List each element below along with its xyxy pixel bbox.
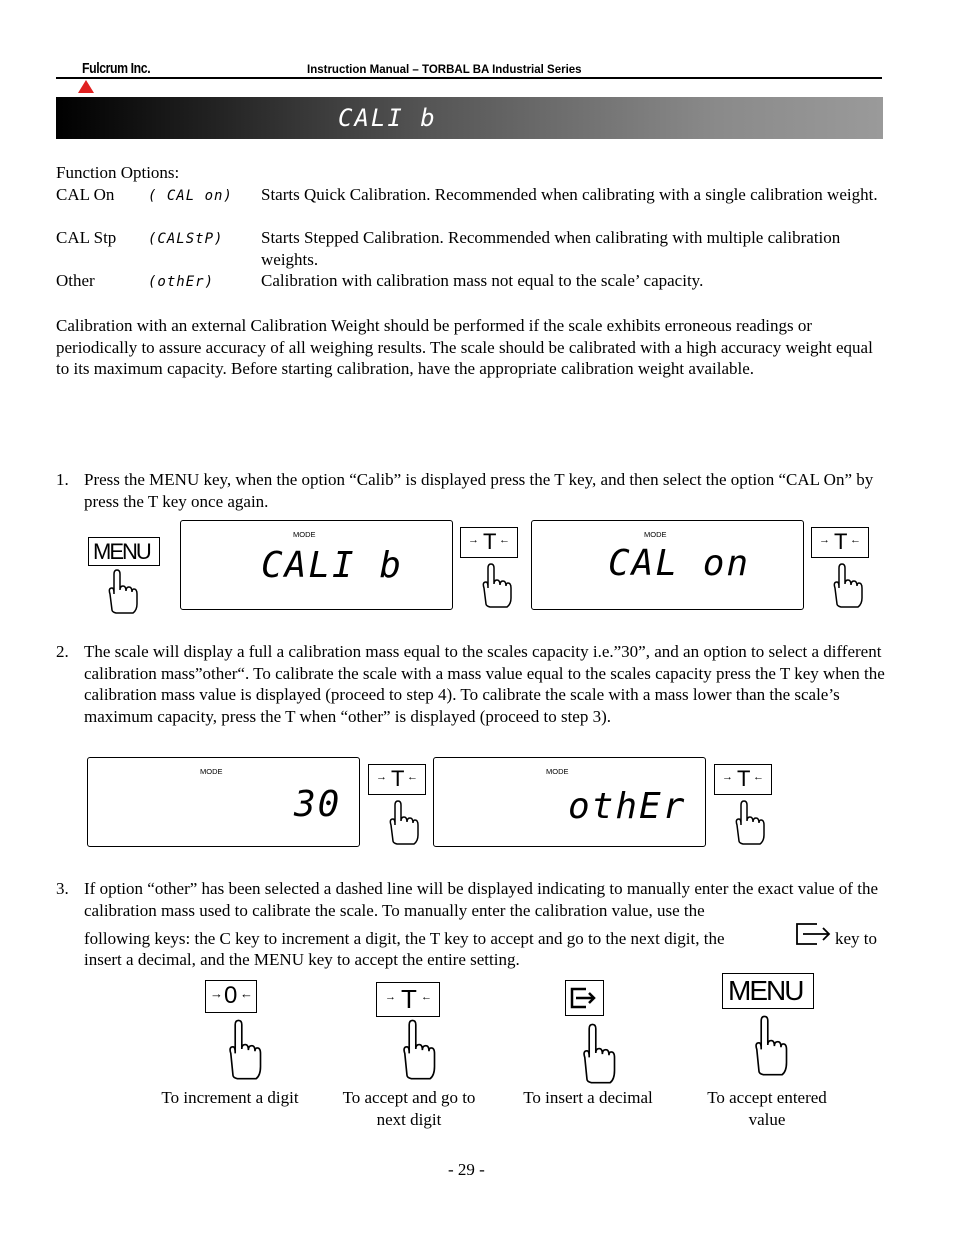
tare-key <box>714 764 772 795</box>
arrow-right-icon: → <box>376 771 387 783</box>
tare-key <box>376 982 440 1017</box>
mode-label: MODE <box>546 767 569 776</box>
step-text: insert a decimal, and the MENU key to accept the entire setting. <box>84 950 520 969</box>
arrow-right-icon: → <box>468 534 479 546</box>
pointing-hand-icon <box>729 797 769 847</box>
tare-key-label: T <box>737 766 751 791</box>
option-name: CAL On <box>56 185 115 204</box>
caption-increment: To increment a digit <box>161 1088 299 1107</box>
menu-key-label: MENU <box>93 539 150 564</box>
display-value: CAL on <box>608 543 751 584</box>
option-description: Starts Quick Calibration. Recommended when calibrating with a single calibration weight. <box>261 185 878 204</box>
step-number: 3. <box>56 879 69 898</box>
mode-label: MODE <box>644 530 667 539</box>
decimal-arrow-icon <box>570 987 598 1009</box>
step-number: 2. <box>56 642 69 661</box>
zero-key <box>205 980 257 1013</box>
tare-key-label: T <box>401 984 417 1014</box>
header-rule <box>56 77 882 79</box>
option-code: (othEr) <box>148 274 215 290</box>
tare-key-label: T <box>391 766 405 791</box>
arrow-left-icon: ← <box>753 771 764 783</box>
option-description: Starts Stepped Calibration. Recommended when calibrating with multiple calibration weights. <box>261 228 841 269</box>
caption-accept-value: To accept entered value <box>707 1088 827 1129</box>
scale-display-other <box>433 757 706 847</box>
mode-label: MODE <box>200 767 223 776</box>
display-value: othEr <box>568 786 687 827</box>
pointing-hand-icon <box>396 1016 440 1082</box>
company-logo: Fulcrum Inc. <box>82 60 151 77</box>
zero-key-label: 0 <box>224 982 238 1009</box>
section-banner <box>56 97 883 139</box>
manual-title: Instruction Manual – TORBAL BA Industrial Series <box>307 64 582 76</box>
menu-key <box>722 973 814 1009</box>
scale-display-calib <box>180 520 453 610</box>
arrow-right-icon: → <box>722 771 733 783</box>
pointing-hand-icon <box>748 1012 792 1078</box>
pointing-hand-icon <box>383 797 423 847</box>
arrow-right-icon: → <box>819 534 830 546</box>
arrow-left-icon: ← <box>407 771 418 783</box>
display-value: 30 <box>294 784 342 825</box>
arrow-right-icon: → <box>385 991 396 1003</box>
option-name: CAL Stp <box>56 228 117 247</box>
tare-key-label: T <box>483 529 497 554</box>
arrow-left-icon: ← <box>850 534 861 546</box>
pointing-hand-icon <box>827 560 867 610</box>
section-title: CALI b <box>338 104 437 132</box>
tare-key <box>811 527 869 558</box>
mode-label: MODE <box>293 530 316 539</box>
step-text: If option “other” has been selected a dashed line will be displayed indicating to manually enter the exact value of the calibration mass used to calibrate the scale. To manually enter the calibration value, use the <box>84 879 878 920</box>
step-text: Press the MENU key, when the option “Calib” is displayed press the T key, and then select the option “CAL On” by press the T key once again. <box>84 470 874 511</box>
option-code: (CALStP) <box>148 231 224 247</box>
display-value: CALI b <box>261 545 404 586</box>
decimal-arrow-icon <box>795 922 833 946</box>
intro-paragraph: Calibration with an external Calibration Weight should be performed if the scale exhibits erroneous readings or periodically to assure accuracy of all weighing results. The scale should be calibrated with a high accuracy weight equal to its maximum capacity. Before starting calibration, have the appropriate calibration weight available. <box>56 316 873 378</box>
caption-accept-next: To accept and go to next digit <box>342 1088 476 1129</box>
step-text: key to <box>835 929 878 948</box>
step-text: following keys: the C key to increment a digit, the T key to accept and go to the next digit, the <box>84 929 725 948</box>
option-description: Calibration with calibration mass not equal to the scale’ capacity. <box>261 271 704 290</box>
arrow-left-icon: ← <box>240 986 253 1001</box>
function-options-heading: Function Options: <box>56 163 180 182</box>
tare-key-label: T <box>834 529 848 554</box>
logo-triangle-icon <box>78 80 94 93</box>
step-text: The scale will display a full a calibration mass equal to the scales capacity i.e.”30”, and an option to select a different calibration mass”other“. To calibrate the scale with a mass value equal to the scales capacity press the T key when the calibration mass value is displayed (proceed to step 4). To calibrate the scale with a mass lower than the scale’s maximum capacity, press the T when “other” is displayed (proceed to step 3). <box>84 642 885 726</box>
option-code: ( CAL on) <box>148 188 233 204</box>
arrow-left-icon: ← <box>499 534 510 546</box>
pointing-hand-icon <box>102 566 142 616</box>
menu-key <box>88 537 160 566</box>
decimal-key <box>565 980 604 1016</box>
pointing-hand-icon <box>476 560 516 610</box>
arrow-left-icon: ← <box>421 991 432 1003</box>
menu-key-label: MENU <box>728 975 803 1006</box>
pointing-hand-icon <box>222 1016 266 1082</box>
arrow-right-icon: → <box>210 986 223 1001</box>
page-number: - 29 - <box>448 1160 485 1179</box>
tare-key <box>460 527 518 558</box>
tare-key <box>368 764 426 795</box>
caption-decimal: To insert a decimal <box>523 1088 653 1107</box>
scale-display-cal-on <box>531 520 804 610</box>
pointing-hand-icon <box>576 1020 620 1086</box>
scale-display-30 <box>87 757 360 847</box>
step-number: 1. <box>56 470 69 489</box>
option-name: Other <box>56 271 95 290</box>
